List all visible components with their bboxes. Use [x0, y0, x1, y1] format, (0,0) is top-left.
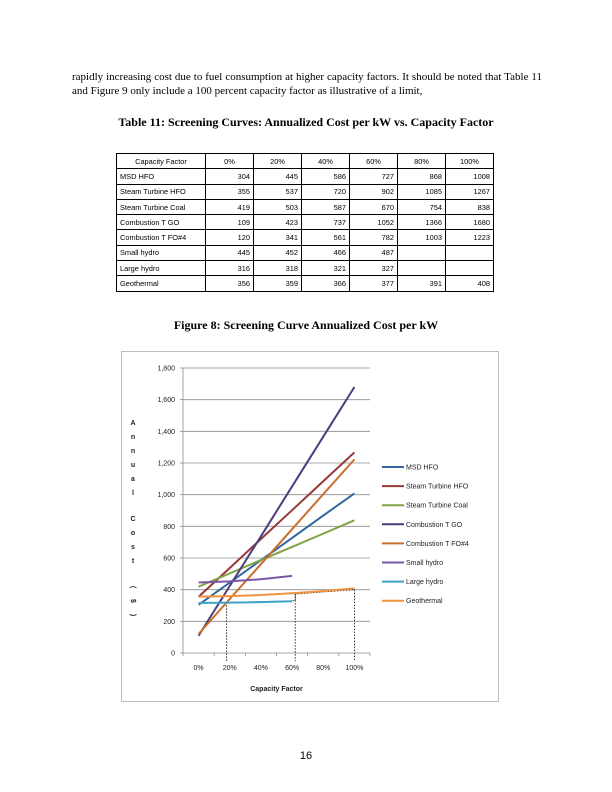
table-cell: Steam Turbine HFO [117, 184, 206, 199]
legend-label: Small hydro [406, 560, 443, 567]
x-tick-label: 60% [285, 665, 300, 672]
legend-label: Combustion T GO [406, 521, 463, 529]
table-cell: 20% [254, 154, 302, 169]
y-axis-label-char: $ [129, 599, 136, 603]
table-cell: 60% [350, 154, 398, 169]
table-cell: 1223 [446, 230, 494, 245]
table-cell: Combustion T GO [117, 215, 206, 230]
x-tick-label: 80% [316, 665, 331, 672]
table-cell: 868 [398, 169, 446, 184]
y-tick-label: 400 [163, 587, 175, 595]
table-cell: 100% [446, 154, 494, 169]
y-tick-label: 1,400 [157, 428, 175, 436]
x-tick-label: 20% [222, 665, 237, 672]
table-cell: 452 [254, 245, 302, 260]
legend-label: MSD HFO [406, 464, 439, 472]
y-axis-label-char: a [131, 476, 135, 483]
table-cell: 80% [398, 154, 446, 169]
table-cell: 304 [206, 169, 254, 184]
table-cell: 586 [302, 169, 350, 184]
table-cell: Large hydro [117, 261, 206, 276]
table-cell: 355 [206, 184, 254, 199]
table-cell: 445 [254, 169, 302, 184]
table-cell: 561 [302, 230, 350, 245]
y-axis-label-char: n [130, 448, 136, 455]
y-tick-label: 1,000 [157, 492, 175, 500]
table-cell: 487 [350, 245, 398, 260]
table-cell: 327 [350, 261, 398, 276]
page-number: 16 [299, 750, 313, 762]
table-cell: 466 [302, 245, 350, 260]
table-cell: 120 [206, 230, 254, 245]
legend-label: Combustion T FO#4 [406, 540, 469, 548]
table-cell: 1008 [446, 169, 494, 184]
x-tick-label: 40% [253, 665, 268, 672]
table-cell: 356 [206, 276, 254, 291]
x-axis-label: Capacity Factor [250, 686, 303, 693]
legend-label: Geothermal [406, 598, 443, 606]
y-tick-label: 200 [163, 618, 175, 626]
table-cell: 838 [446, 199, 494, 214]
table-cell: 754 [398, 199, 446, 214]
table-cell: 587 [302, 199, 350, 214]
y-axis-label [129, 420, 136, 616]
y-axis-label-char: t [131, 558, 135, 565]
series-line-combustion-t-fo-4 [199, 459, 355, 634]
table-cell: 1366 [398, 215, 446, 230]
figure-title: Figure 8: Screening Curve Annualized Cost per kW [173, 318, 439, 332]
y-tick-label: 1,600 [157, 397, 175, 405]
legend-label: Large hydro [406, 579, 444, 587]
table-cell: 1267 [446, 184, 494, 199]
y-axis-label-char: o [130, 530, 136, 537]
table-cell: 423 [254, 215, 302, 230]
table-cell: 359 [254, 276, 302, 291]
table-cell: 0% [206, 154, 254, 169]
table-cell: 445 [206, 245, 254, 260]
body-paragraph: rapidly increasing cost due to fuel consumption at higher capacity factors. It should be noted that Table 11 and Figure 9 only include a 100 percent capacity factor as illustrative of a limit, [72, 71, 542, 97]
legend-label: Steam Turbine Coal [406, 502, 468, 510]
table-cell: 341 [254, 230, 302, 245]
table-cell: Small hydro [117, 245, 206, 260]
table-cell: 670 [350, 199, 398, 214]
table-cell: 391 [398, 276, 446, 291]
y-tick-label: 0 [171, 650, 175, 658]
table-cell: 727 [350, 169, 398, 184]
table-cell: 321 [302, 261, 350, 276]
y-axis-label-char: ) [129, 613, 136, 617]
table-cell: 316 [206, 261, 254, 276]
table-cell: 377 [350, 276, 398, 291]
y-tick-label: 1,800 [157, 365, 175, 373]
table-cell: Combustion T FO#4 [117, 230, 206, 245]
y-tick-label: 800 [163, 523, 175, 531]
x-tick-label: 100% [345, 665, 364, 672]
series-line-large-hydro [199, 601, 293, 603]
y-axis-label-char: n [130, 434, 136, 441]
table-cell: 1680 [446, 215, 494, 230]
series-line-steam-turbine-hfo [199, 452, 355, 596]
table-cell: 503 [254, 199, 302, 214]
table-cell: Steam Turbine Coal [117, 199, 206, 214]
series-line-combustion-t-go [199, 387, 355, 636]
table-cell: 1003 [398, 230, 446, 245]
table-cell: 1085 [398, 184, 446, 199]
y-tick-label: 1,200 [157, 460, 175, 468]
table-cell: Geothermal [117, 276, 206, 291]
y-axis-label-char: ( [129, 585, 136, 589]
table-cell: 537 [254, 184, 302, 199]
table-cell: 1052 [350, 215, 398, 230]
y-tick-label: 600 [163, 555, 175, 563]
table-cell: 109 [206, 215, 254, 230]
table-cell: 419 [206, 199, 254, 214]
legend-label: Steam Turbine HFO [406, 483, 469, 491]
table-cell: 318 [254, 261, 302, 276]
y-axis-label-char: u [130, 462, 136, 469]
table-title: Table 11: Screening Curves: Annualized Cost per kW vs. Capacity Factor [118, 115, 494, 129]
table-cell: 40% [302, 154, 350, 169]
y-axis-label-char: l [132, 490, 134, 497]
y-axis-label-char: C [130, 516, 136, 523]
table-cell: 782 [350, 230, 398, 245]
table-cell: 902 [350, 184, 398, 199]
table-cell: 408 [446, 276, 494, 291]
y-axis-label-char: A [130, 420, 136, 427]
table-cell: 720 [302, 184, 350, 199]
x-tick-label: 0% [193, 665, 204, 672]
table-cell: Capacity Factor [117, 154, 206, 169]
table-cell: MSD HFO [117, 169, 206, 184]
table-cell: 737 [302, 215, 350, 230]
table-cell: 366 [302, 276, 350, 291]
y-axis-label-char: s [131, 544, 135, 551]
